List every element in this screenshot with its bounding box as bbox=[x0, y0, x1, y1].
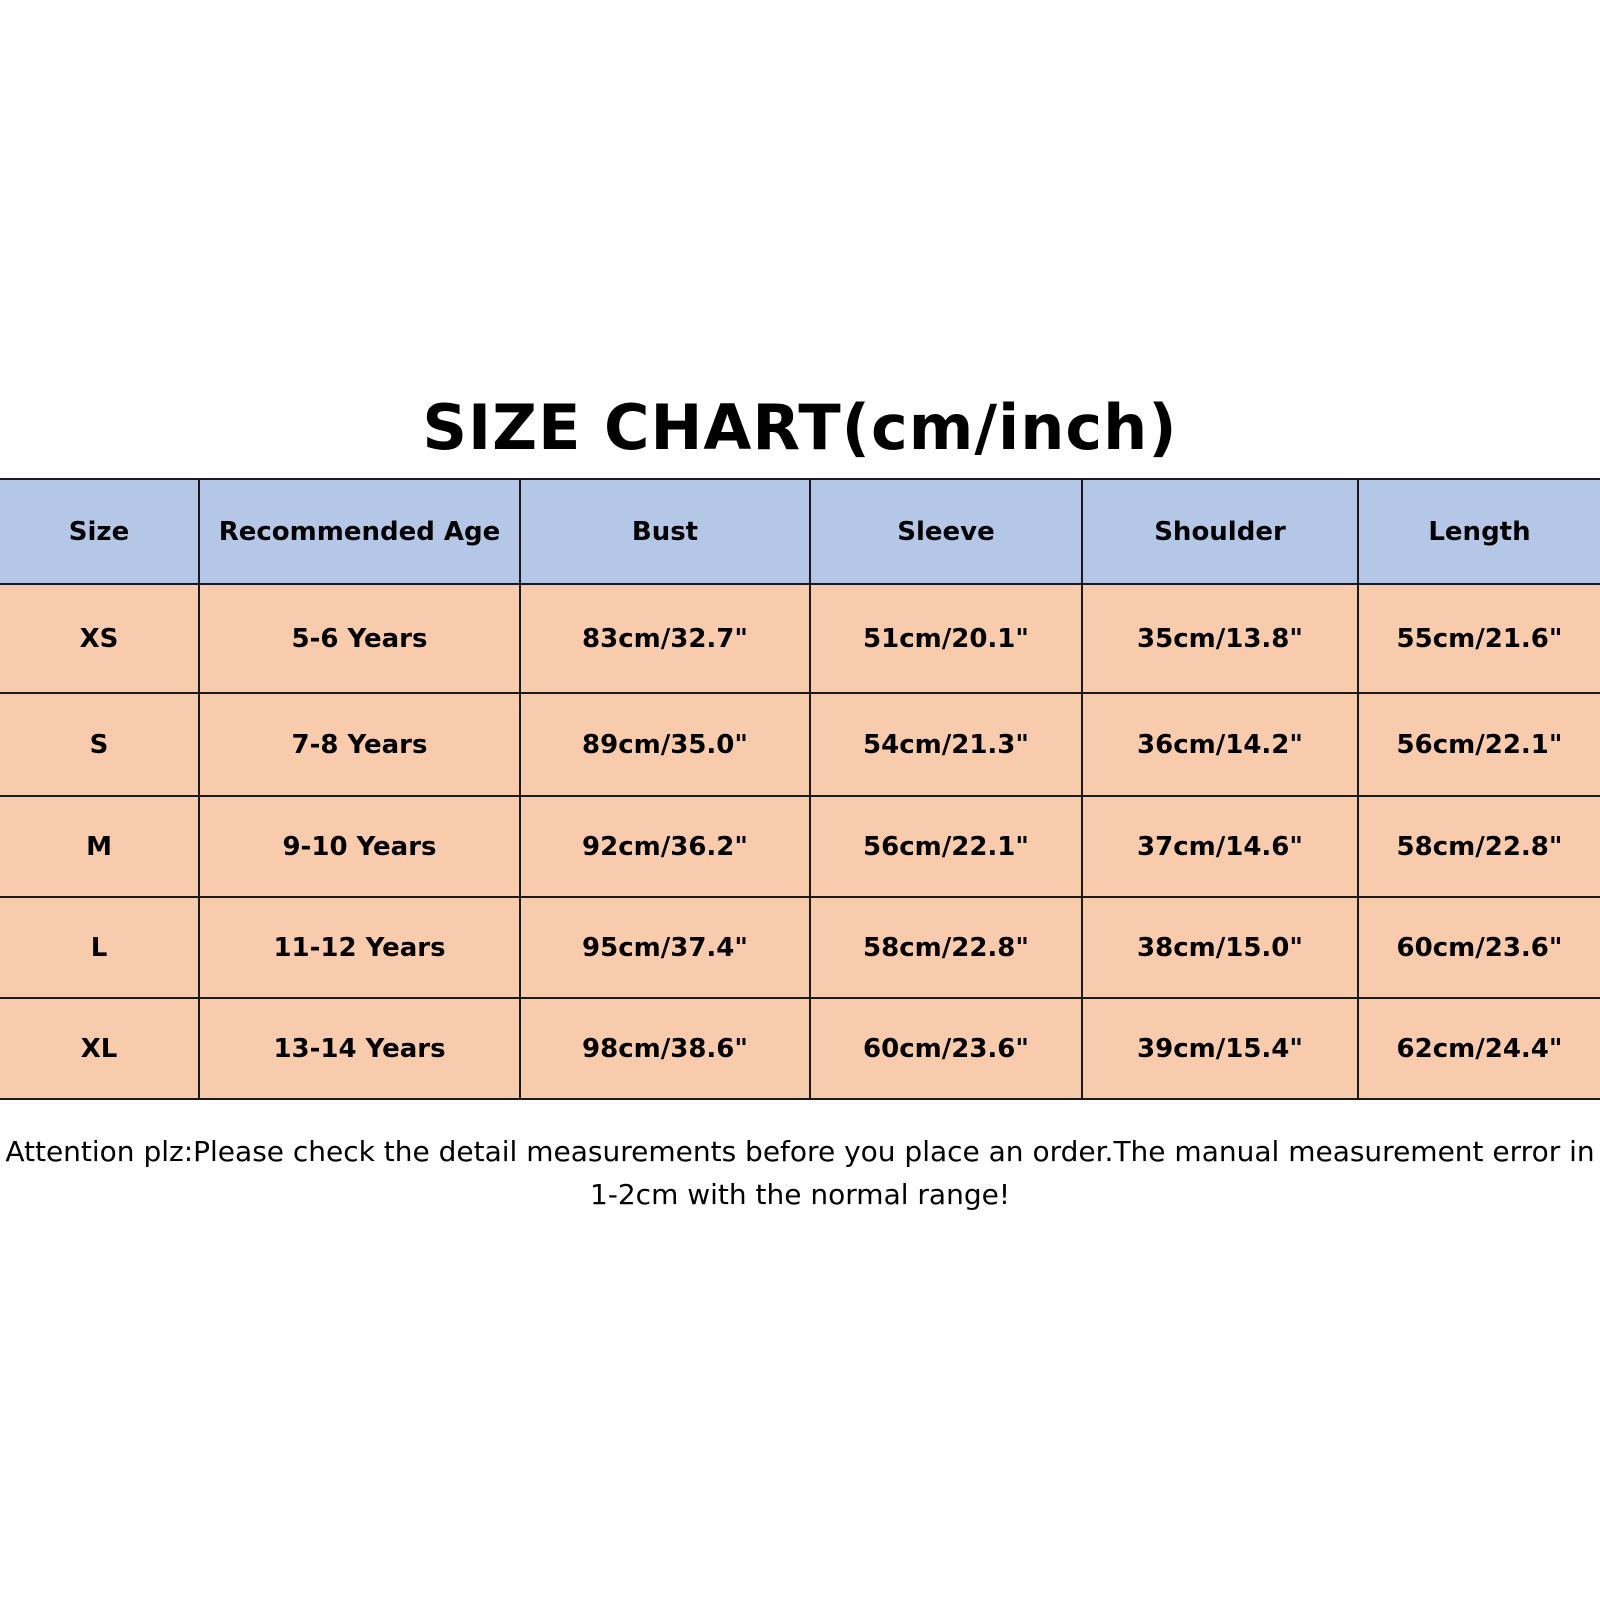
sleeve-cell: 58cm/22.8" bbox=[810, 897, 1082, 998]
size-cell: M bbox=[0, 796, 199, 897]
table-row bbox=[0, 584, 1600, 693]
size-cell: S bbox=[0, 693, 199, 796]
table-row bbox=[0, 693, 1600, 796]
attention-note-line-2: 1-2cm with the normal range! bbox=[589, 1178, 1011, 1211]
size-cell: XS bbox=[0, 584, 199, 693]
shoulder-cell: 39cm/15.4" bbox=[1082, 998, 1358, 1099]
sleeve-cell: 51cm/20.1" bbox=[810, 584, 1082, 693]
attention-note bbox=[0, 1130, 1600, 1216]
length-cell: 56cm/22.1" bbox=[1358, 693, 1600, 796]
age-cell: 5-6 Years bbox=[199, 584, 520, 693]
size-chart-table bbox=[0, 478, 1600, 1100]
length-cell: 58cm/22.8" bbox=[1358, 796, 1600, 897]
column-header-bust: Bust bbox=[520, 479, 810, 584]
column-header-recommended-age: Recommended Age bbox=[199, 479, 520, 584]
column-header-size: Size bbox=[0, 479, 199, 584]
table-row bbox=[0, 796, 1600, 897]
table-header-row bbox=[0, 479, 1600, 584]
age-cell: 11-12 Years bbox=[199, 897, 520, 998]
size-cell: L bbox=[0, 897, 199, 998]
sleeve-cell: 60cm/23.6" bbox=[810, 998, 1082, 1099]
column-header-sleeve: Sleeve bbox=[810, 479, 1082, 584]
sleeve-cell: 56cm/22.1" bbox=[810, 796, 1082, 897]
bust-cell: 95cm/37.4" bbox=[520, 897, 810, 998]
shoulder-cell: 36cm/14.2" bbox=[1082, 693, 1358, 796]
shoulder-cell: 37cm/14.6" bbox=[1082, 796, 1358, 897]
table-row bbox=[0, 998, 1600, 1099]
bust-cell: 83cm/32.7" bbox=[520, 584, 810, 693]
age-cell: 9-10 Years bbox=[199, 796, 520, 897]
column-header-shoulder: Shoulder bbox=[1082, 479, 1358, 584]
age-cell: 7-8 Years bbox=[199, 693, 520, 796]
size-cell: XL bbox=[0, 998, 199, 1099]
column-header-length: Length bbox=[1358, 479, 1600, 584]
bust-cell: 92cm/36.2" bbox=[520, 796, 810, 897]
length-cell: 55cm/21.6" bbox=[1358, 584, 1600, 693]
bust-cell: 98cm/38.6" bbox=[520, 998, 810, 1099]
bust-cell: 89cm/35.0" bbox=[520, 693, 810, 796]
length-cell: 60cm/23.6" bbox=[1358, 897, 1600, 998]
attention-note-line-1: Attention plz:Please check the detail measurements before you place an order.The manual measurement error in bbox=[5, 1135, 1595, 1168]
shoulder-cell: 38cm/15.0" bbox=[1082, 897, 1358, 998]
table-row bbox=[0, 897, 1600, 998]
age-cell: 13-14 Years bbox=[199, 998, 520, 1099]
sleeve-cell: 54cm/21.3" bbox=[810, 693, 1082, 796]
shoulder-cell: 35cm/13.8" bbox=[1082, 584, 1358, 693]
page-title: SIZE CHART(cm/inch) bbox=[422, 391, 1178, 464]
length-cell: 62cm/24.4" bbox=[1358, 998, 1600, 1099]
